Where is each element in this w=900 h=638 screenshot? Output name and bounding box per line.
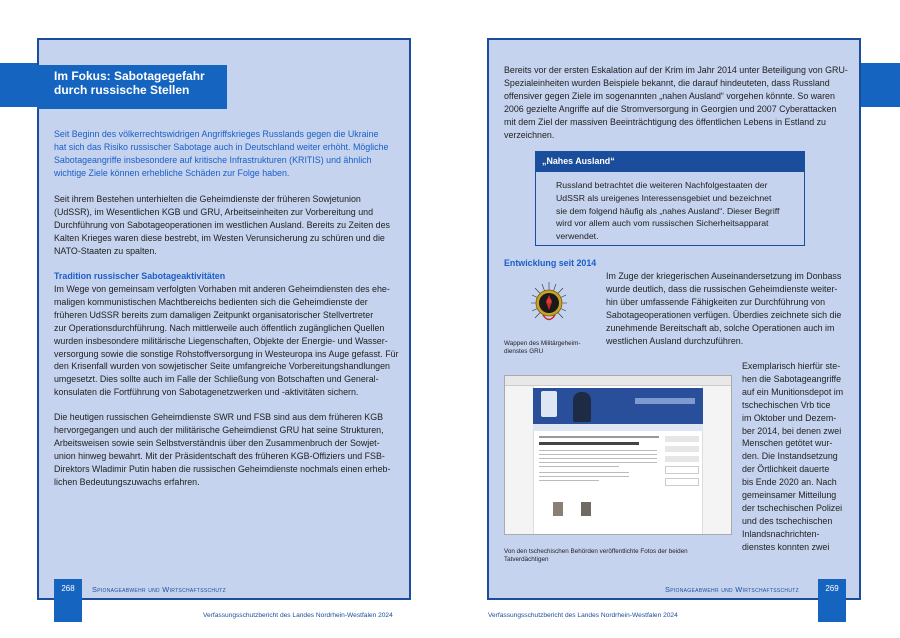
paragraph-donbass: Im Zuge der kriegerischen Auseinandersetzung im Donbass wurde deutlich, dass die russischen Geheimdienste weiter- hin über umfassende Fähigkeiten zur Durchführung von Sabotageoperationen verfügen. Überdies zeichnete sich die zunehmende Bereitschaft ab, solche Operationen auch im westlichen Ausland durchzuführen.	[606, 271, 842, 346]
right-page	[487, 38, 861, 600]
right-accent-bar	[860, 63, 900, 107]
screenshot-caption: Von den tschechischen Behörden veröffentlichte Fotos der beiden Tatverdächtigen	[504, 548, 688, 563]
focus-title-line2: durch russische Stellen	[54, 83, 190, 97]
info-box-body: Russland betrachtet die weiteren Nachfolgestaaten der UdSSR als ureigenes Interessensgebiet und bezeichnet sie dem folgend häufig als „nahes Ausland“. Dieser Begriff wird vor allem auch vom russischen Sicherheitsapparat verwendet.	[556, 180, 780, 242]
focus-title-line1: Im Fokus: Sabotagegefahr	[54, 69, 205, 83]
info-box-nahes-ausland	[535, 151, 805, 246]
paragraph-2: Im Wege von gemeinsam verfolgten Vorhaben mit anderen Geheimdiensten des ehe- maligen kommunistischen Machtbereichs bedienten sich die Geheimdienste der früheren UdSSR bereits zum damaligen Zeitpunkt organisatorischer Stellvertreter zur Operationsdurchführung. Nach mittlerweile auch öffentlich zugänglichen Quellen wurden insbesondere militärische Liegenschaften, Objekte der Energie- und Wasser- versorgung sowie die sonstige Rohstoffversorgung in Westeuropa ins Auge gefasst. Für den Krisenfall wurden von sowjetischer Seite umfangreiche Vorbereitungshandlungen umgesetzt. Dies sollte auch im Falle der Schließung von Botschaften und General- konsulaten die Fortführung von Sabotagenetzwerken und -aktivitäten sichern.	[54, 284, 399, 398]
page-number-268: 268	[54, 579, 82, 622]
paragraph-crimea: Bereits vor der ersten Eskalation auf der Krim im Jahr 2014 unter Beteiligung von GRU- Spezialeinheiten wurden Beispiele bekannt, die darauf hindeuteten, dass Russland offensiver gegen Ziele im sogenannten „nahen Ausland“ vorgehen könnte. So waren 2006 gezielte Angriffe auf die Stromversorgung in Georgien und 2007 Cyberattacken mit dem Ziel der massiven Beeinträchtigung des öffentlichen Lebens in Estland zu verzeichnen.	[504, 65, 848, 140]
paragraph-3: Die heutigen russischen Geheimdienste SWR und FSB sind aus dem früheren KGB hervorgegangen und auch der militärische Geheimdienst GRU hat seine Strukturen, Arbeitsweisen sowie sein Selbstverständnis über den Zusammenbruch der Sowjet- union hinweg bewahrt. Mit der Präsidentschaft des früheren KGB-Offiziers und FSB- Direktors Wladimir Putin haben die russischen Geheimdienste nochmals einen erheb- lichen Bedeutungszuwachs erfahren.	[54, 412, 391, 487]
intro-paragraph: Seit Beginn des völkerrechtswidrigen Angriffskrieges Russlands gegen die Ukraine hat sich das Risiko russischer Sabotage auch in Deutschland weiter erhöht. Mögliche Sabotageangriffe insbesondere auf kritische Infrastrukturen (KRITIS) und ähnlich wichtige Ziele können erhebliche Schäden zur Folge haben.	[54, 129, 389, 178]
page-number-269: 269	[818, 579, 846, 622]
gru-emblem-icon	[529, 280, 569, 326]
paragraph-vrbetice: Exemplarisch hierfür ste- hen die Sabotageangriffe auf ein Munitionsdepot im tschechischen Vrb tice im Oktober und Dezem- ber 2014, bei denen zwei Menschen getötet wur- den. Die Instandsetzung der Örtlichkeit dauerte bis Ende 2020 an. Nach gemeinsamer Mitteilung der tschechischen Polizei und des tschechischen Inlandsnachrichten- dienstes konnten zwei	[742, 361, 844, 552]
footer-section-label: Spionageabwehr und Wirtschaftsschutz	[92, 585, 226, 594]
left-page	[37, 38, 411, 600]
emblem-caption: Wappen des Militärgeheim- dienstes GRU	[504, 340, 581, 355]
subheading-entwicklung: Entwicklung seit 2014	[504, 258, 597, 268]
bottom-note-right: Verfassungsschutzbericht des Landes Nordrhein-Westfalen 2024	[488, 612, 678, 619]
focus-title-box	[37, 65, 227, 109]
website-screenshot-image	[504, 375, 732, 535]
footer-section-label-right: Spionageabwehr und Wirtschaftsschutz	[665, 585, 799, 594]
left-accent-bar	[0, 63, 37, 107]
subheading-tradition: Tradition russischer Sabotageaktivitäten	[54, 271, 226, 281]
info-box-title: „Nahes Ausland“	[536, 152, 804, 172]
bottom-note-left: Verfassungsschutzbericht des Landes Nordrhein-Westfalen 2024	[203, 612, 393, 619]
paragraph-1: Seit ihrem Bestehen unterhielten die Geheimdienste der früheren Sowjetunion (UdSSR), im Wesentlichen KGB und GRU, Arbeitseinheiten zur Vorbereitung und Durchführung von Sabotageoperationen im westlichen Ausland. Bereits zu Zeiten des Kalten Krieges waren diese bestrebt, im Westen Verunsicherung zu schüren und die NATO-Staaten zu spalten.	[54, 194, 390, 256]
gru-emblem-image	[529, 280, 569, 326]
